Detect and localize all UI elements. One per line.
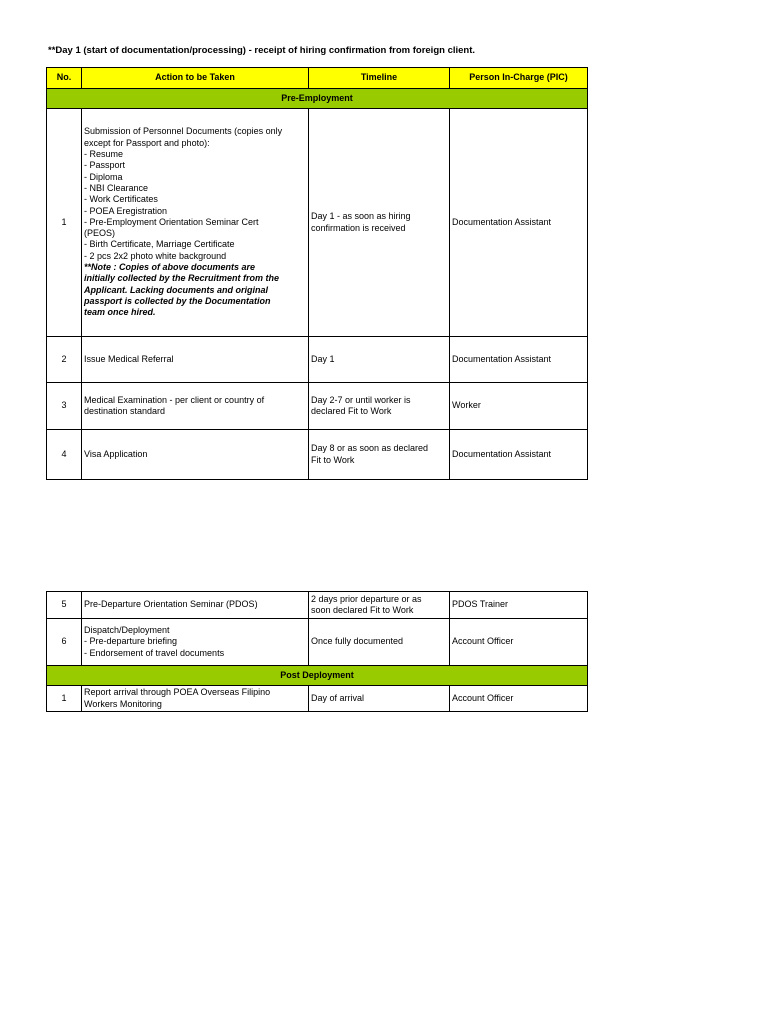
row-timeline: Once fully documented [309,619,450,666]
table-row [47,686,588,712]
timeline-text: confirmation is received [311,222,406,233]
action-text: Submission of Personnel Documents (copies only [84,126,283,137]
timeline-text: Day 8 or as soon as declared [311,443,429,454]
column-header-no: No. [47,68,82,89]
action-list-item: - Pre-Employment Orientation Seminar Cert [84,216,259,227]
action-note: initially collected by the Recruitment from the [84,273,280,284]
action-text: Report arrival through POEA Overseas Filipino [84,687,271,698]
row-action [82,619,309,666]
row-pic: Documentation Assistant [450,430,588,480]
action-list-item: - Passport [84,160,126,171]
section-row-post-deployment [47,666,588,686]
row-action [82,383,309,430]
action-text: Dispatch/Deployment [84,625,170,636]
row-pic: Documentation Assistant [450,337,588,383]
row-number: 1 [47,109,82,337]
action-note: Applicant. Lacking documents and original [84,284,269,295]
section-label-post-deployment: Post Deployment [47,666,588,686]
action-list-item: - Work Certificates [84,194,158,205]
timeline-text: Day 2-7 or until worker is [311,394,411,405]
row-number: 1 [47,686,82,712]
action-note: **Note : Copies of above documents are [84,262,256,273]
column-header-timeline: Timeline [309,68,450,89]
row-pic: PDOS Trainer [450,592,588,619]
action-list-item: - Birth Certificate, Marriage Certificate [84,239,235,250]
action-text: Workers Monitoring [84,698,162,709]
action-list-item: - NBI Clearance [84,182,149,193]
action-list-item: (PEOS) [84,228,116,239]
row-number: 6 [47,619,82,666]
timeline-text: soon declared Fit to Work [311,605,414,615]
row-action [82,109,309,337]
action-list-item: - POEA Eregistration [84,205,168,216]
row-action: Issue Medical Referral [82,337,309,383]
row-timeline: Day of arrival [309,686,450,712]
action-text: destination standard [84,406,166,416]
table-row [47,337,588,383]
action-list-item: - Endorsement of travel documents [84,647,225,658]
row-pic: Worker [450,383,588,430]
timeline-text: Day 1 - as soon as hiring [311,211,411,222]
timeline-text: declared Fit to Work [311,406,392,416]
action-list-item: - Diploma [84,171,123,182]
table-row [47,383,588,430]
table-row [47,430,588,480]
action-list-item: - Resume [84,149,124,160]
document-heading: **Day 1 (start of documentation/processing) - receipt of hiring confirmation from foreign client. [48,45,476,56]
action-list-item: - 2 pcs 2x2 photo white background [84,250,227,261]
action-note: team once hired. [84,307,156,318]
action-text: except for Passport and photo): [84,137,210,148]
row-number: 5 [47,592,82,619]
row-number: 4 [47,430,82,480]
row-action: Pre-Departure Orientation Seminar (PDOS) [82,592,309,619]
timeline-text: 2 days prior departure or as [311,593,422,604]
row-timeline [309,383,450,430]
row-action: Visa Application [82,430,309,480]
action-list-item: - Pre-departure briefing [84,636,178,647]
row-action [82,686,309,712]
row-number: 2 [47,337,82,383]
section-label-pre-employment: Pre-Employment [47,89,588,109]
process-table-deployment [46,591,588,712]
timeline-text: Fit to Work [311,454,355,465]
process-table-pre-employment [46,67,588,480]
row-timeline [309,430,450,480]
column-header-pic: Person In-Charge (PIC) [450,68,588,89]
row-number: 3 [47,383,82,430]
row-timeline [309,592,450,619]
section-row-pre-employment [47,89,588,109]
row-pic: Account Officer [450,686,588,712]
table-row [47,109,588,337]
table-header-row [47,68,588,89]
row-timeline [309,109,450,337]
row-pic: Documentation Assistant [450,109,588,337]
action-note: passport is collected by the Documentation [84,295,271,306]
row-timeline: Day 1 [309,337,450,383]
action-text: Medical Examination - per client or country of [84,394,265,405]
table-row [47,592,588,619]
row-pic: Account Officer [450,619,588,666]
table-row [47,619,588,666]
column-header-action: Action to be Taken [82,68,309,89]
